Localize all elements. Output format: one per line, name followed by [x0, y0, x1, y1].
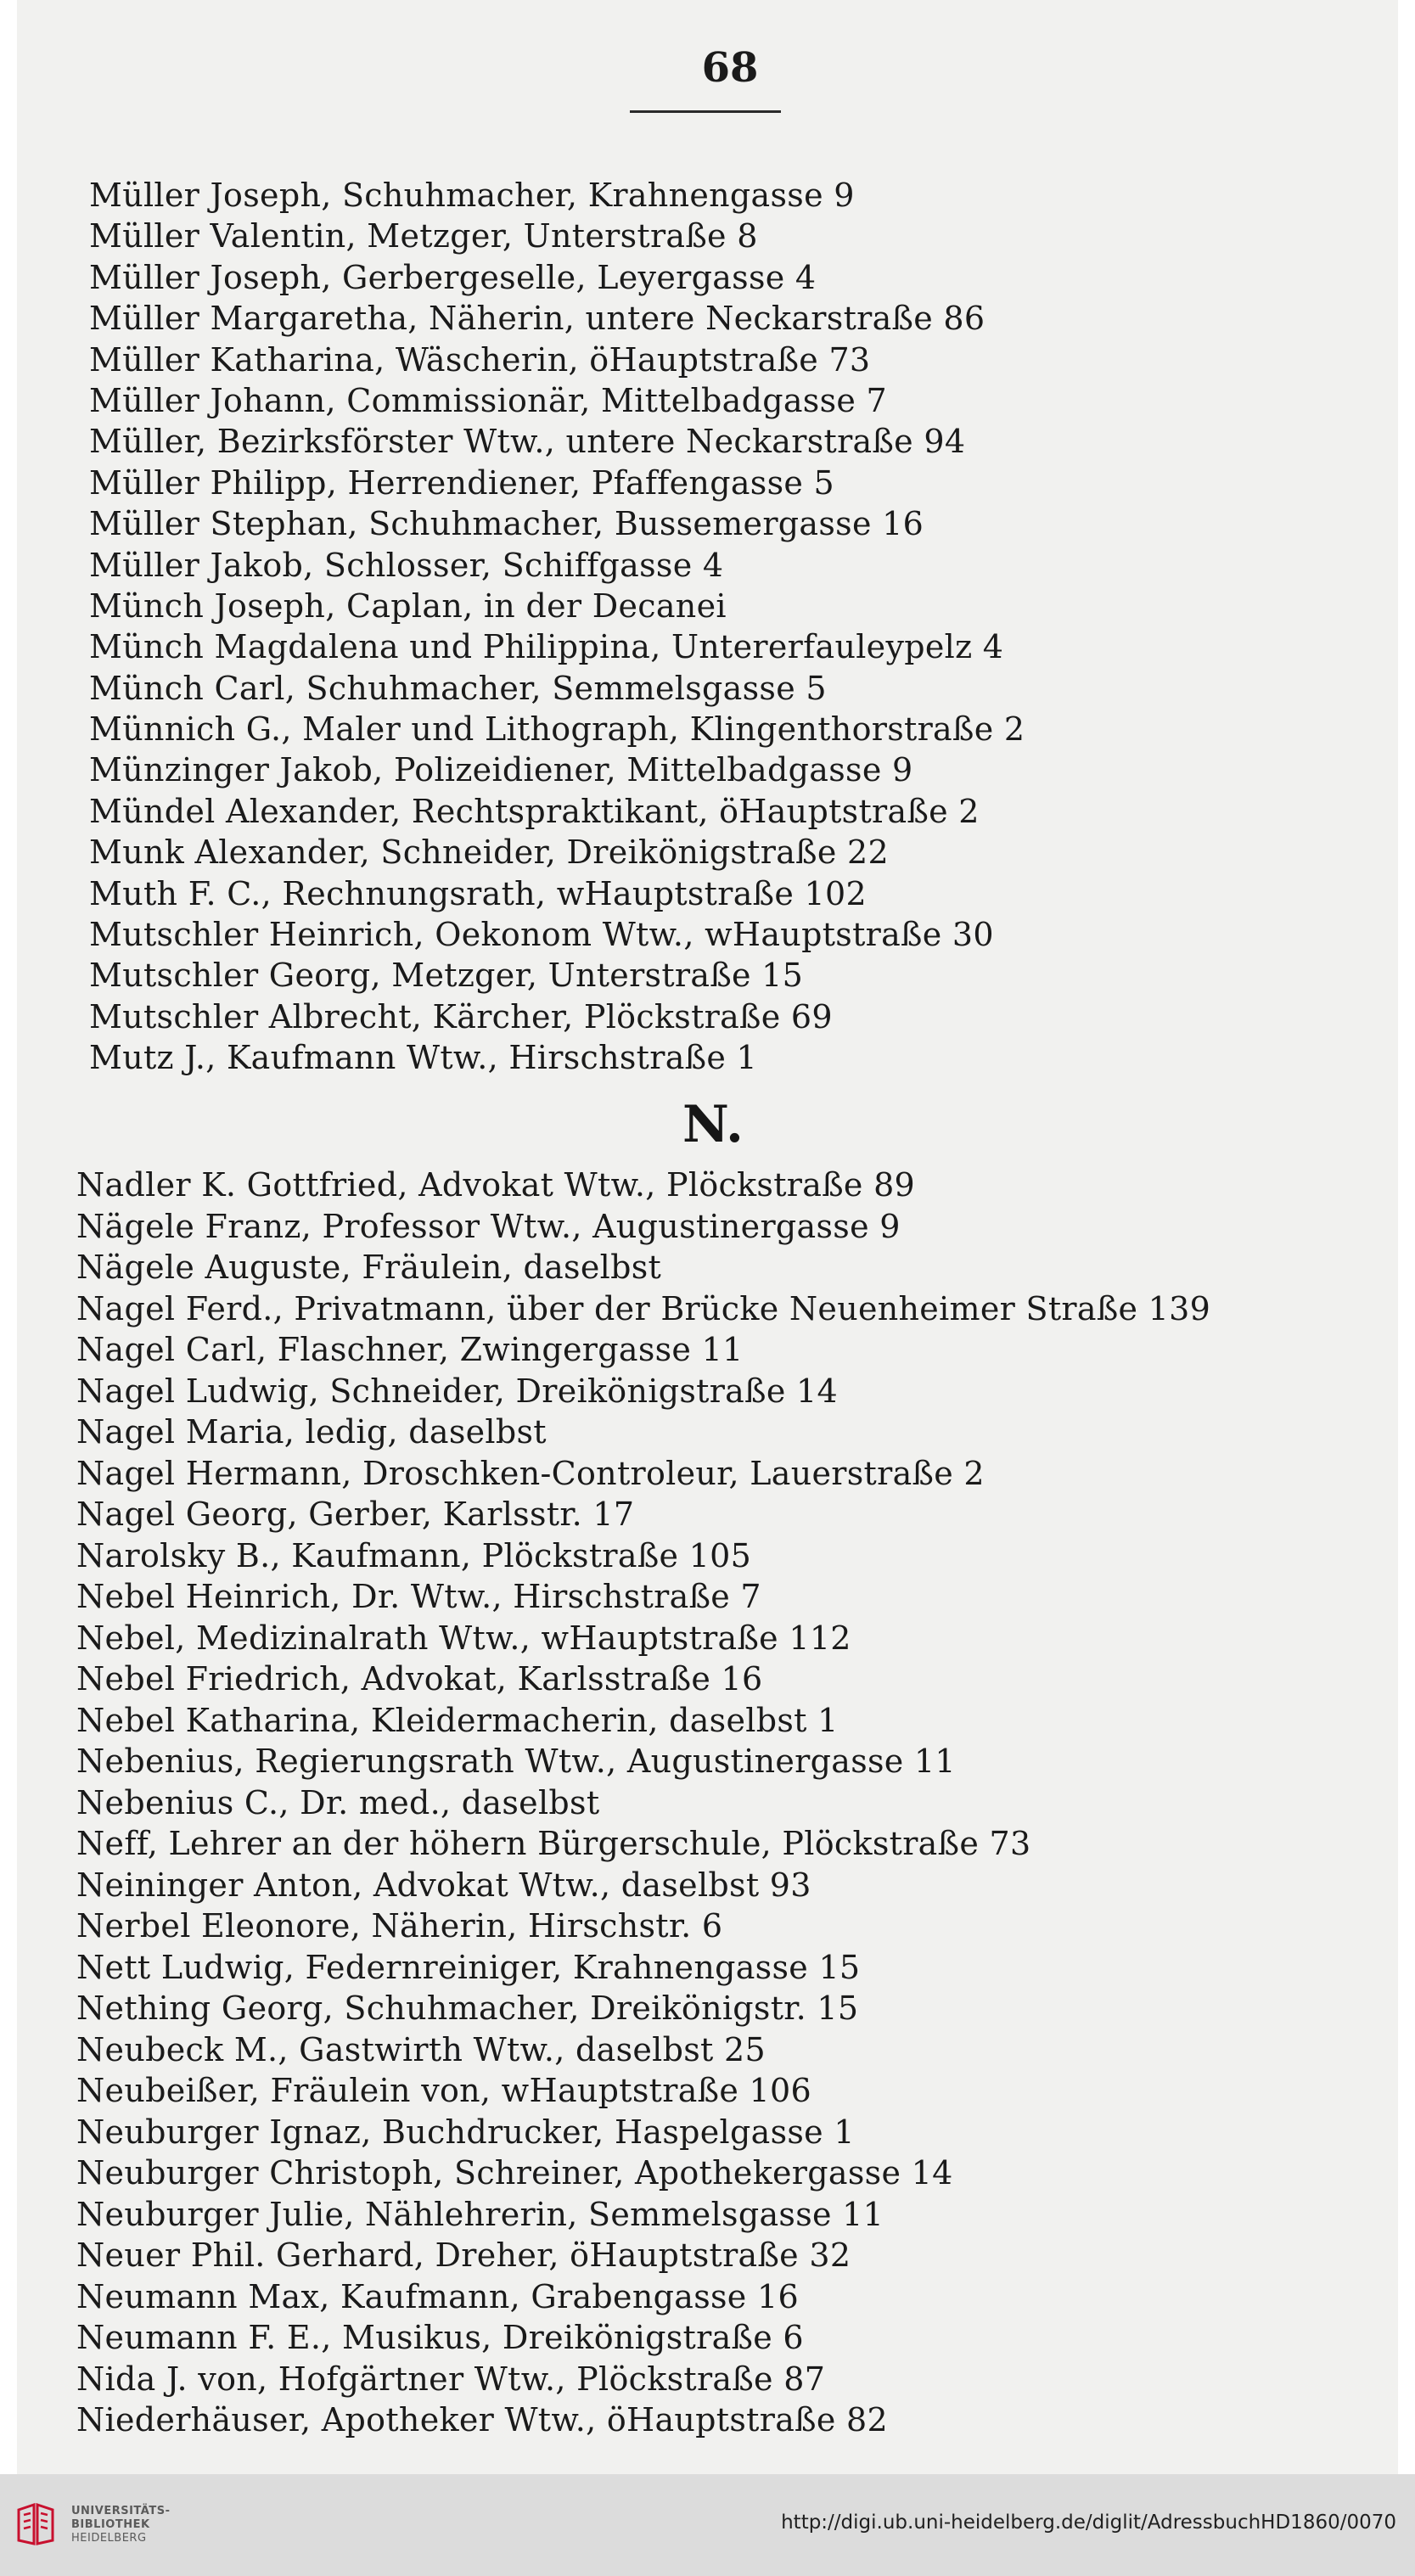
directory-entry: Nerbel Eleonore, Näherin, Hirschstr. 6: [76, 1907, 723, 1945]
directory-entry: Neumann F. E., Musikus, Dreikönigstraße 6: [76, 2319, 804, 2356]
directory-entry: Münnich G., Maler und Lithograph, Klingenthorstraße 2: [89, 710, 1025, 749]
directory-entry: Mutz J., Kaufmann Wtw., Hirschstraße 1: [89, 1039, 757, 1077]
directory-entry: Neubeck M., Gastwirth Wtw., daselbst 25: [76, 2030, 766, 2068]
directory-entry: Nagel Carl, Flaschner, Zwingergasse 11: [76, 1331, 744, 1368]
directory-entry: Münch Carl, Schuhmacher, Semmelsgasse 5: [89, 669, 827, 707]
directory-entry: Neuer Phil. Gerhard, Dreher, öHauptstraße 32: [76, 2236, 851, 2274]
directory-entry: Neuburger Julie, Nählehrerin, Semmelsgasse 11: [76, 2195, 884, 2233]
directory-entry: Nagel Georg, Gerber, Karlsstr. 17: [76, 1496, 635, 1533]
university-library-logo-icon: [15, 2503, 56, 2547]
directory-entry: Müller Joseph, Schuhmacher, Krahnengasse 9: [89, 177, 855, 214]
directory-entry: Niederhäuser, Apotheker Wtw., öHauptstraße 82: [76, 2401, 888, 2439]
directory-entry: Nebenius C., Dr. med., daselbst: [76, 1783, 600, 1821]
directory-entry: Nebel Friedrich, Advokat, Karlsstraße 16: [76, 1660, 763, 1698]
source-url-link[interactable]: http://digi.ub.uni-heidelberg.de/diglit/AdressbuchHD1860/0070: [781, 2511, 1396, 2534]
directory-entry: Narolsky B., Kaufmann, Plöckstraße 105: [76, 1536, 752, 1574]
logo-line-3: HEIDELBERG: [71, 2532, 147, 2545]
entries-list-m: [89, 175, 1362, 1079]
directory-entry: Nagel Ferd., Privatmann, über der Brücke Neuenheimer Straße 139: [76, 1289, 1211, 1327]
directory-entry: Nagel Ludwig, Schneider, Dreikönigstraße 14: [76, 1372, 838, 1410]
directory-entry: Nebenius, Regierungsrath Wtw., Augustinergasse 11: [76, 1743, 956, 1780]
directory-entry: Münch Joseph, Caplan, in der Decanei: [89, 586, 727, 625]
directory-entry: Nett Ludwig, Federnreiniger, Krahnengasse 15: [76, 1948, 861, 1986]
directory-entry: Mutschler Albrecht, Kärcher, Plöckstraße 69: [89, 997, 833, 1035]
logo-line-2: BIBLIOTHEK: [71, 2518, 150, 2531]
directory-entry: Müller Margaretha, Näherin, untere Neckarstraße 86: [89, 300, 985, 338]
directory-entry: Neumann Max, Kaufmann, Grabengasse 16: [76, 2277, 799, 2315]
directory-entry: Mutschler Georg, Metzger, Unterstraße 15: [89, 957, 804, 995]
directory-entry: Nething Georg, Schuhmacher, Dreikönigstr. 15: [76, 1990, 859, 2027]
directory-entry: Müller Katharina, Wäscherin, öHauptstraße 73: [89, 340, 871, 379]
directory-entry: Neubeißer, Fräulein von, wHauptstraße 106: [76, 2072, 811, 2109]
directory-entry: Nebel Katharina, Kleidermacherin, daselbst 1: [76, 1701, 839, 1739]
directory-entry: Nida J. von, Hofgärtner Wtw., Plöckstraße 87: [76, 2360, 826, 2398]
directory-entry: Nagel Maria, ledig, daselbst: [76, 1413, 547, 1451]
directory-entry: Nebel Heinrich, Dr. Wtw., Hirschstraße 7: [76, 1578, 761, 1615]
directory-entry: Münch Magdalena und Philippina, Untererfauleypelz 4: [89, 628, 1004, 666]
directory-entry: Müller Joseph, Gerbergeselle, Leyergasse 4: [89, 258, 817, 296]
directory-entry: Neuburger Ignaz, Buchdrucker, Haspelgasse 1: [76, 2113, 855, 2151]
directory-entry: Müller Jakob, Schlosser, Schiffgasse 4: [89, 546, 724, 584]
directory-entry: Neininger Anton, Advokat Wtw., daselbst 93: [76, 1866, 811, 1904]
directory-entry: Müller Valentin, Metzger, Unterstraße 8: [89, 217, 758, 255]
directory-entry: Nägele Franz, Professor Wtw., Augustinergasse 9: [76, 1207, 901, 1245]
directory-entry: Nebel, Medizinalrath Wtw., wHauptstraße 112: [76, 1619, 851, 1657]
section-heading: N.: [682, 1095, 744, 1154]
directory-entry: Nagel Hermann, Droschken-Controleur, Lauerstraße 2: [76, 1454, 985, 1492]
page-number: 68: [701, 44, 759, 92]
directory-entry: Mutschler Heinrich, Oekonom Wtw., wHauptstraße 30: [89, 916, 994, 954]
logo-line-1: UNIVERSITÄTS-: [71, 2505, 171, 2517]
directory-entry: Müller Johann, Commissionär, Mittelbadgasse 7: [89, 381, 888, 419]
directory-entry: Müller, Bezirksförster Wtw., untere Neckarstraße 94: [89, 423, 966, 461]
directory-entry: Nägele Auguste, Fräulein, daselbst: [76, 1249, 662, 1286]
footer-bar: [0, 2474, 1415, 2576]
entries-list-n: [76, 1165, 1350, 2441]
scanned-page: [17, 0, 1398, 2474]
directory-entry: Neff, Lehrer an der höhern Bürgerschule, Plöckstraße 73: [76, 1825, 1031, 1862]
directory-entry: Muth F. C., Rechnungsrath, wHauptstraße 102: [89, 874, 867, 912]
directory-entry: Neuburger Christoph, Schreiner, Apothekergasse 14: [76, 2154, 953, 2192]
logo-text: [71, 2505, 170, 2545]
directory-entry: Müller Stephan, Schuhmacher, Bussemergasse 16: [89, 505, 924, 543]
directory-entry: Münzinger Jakob, Polizeidiener, Mittelbadgasse 9: [89, 751, 913, 789]
directory-entry: Mündel Alexander, Rechtspraktikant, öHauptstraße 2: [89, 792, 980, 830]
header-rule: [630, 110, 781, 113]
directory-entry: Müller Philipp, Herrendiener, Pfaffengasse 5: [89, 463, 835, 502]
directory-entry: Nadler K. Gottfried, Advokat Wtw., Plöckstraße 89: [76, 1166, 916, 1204]
directory-entry: Munk Alexander, Schneider, Dreikönigstraße 22: [89, 833, 889, 872]
